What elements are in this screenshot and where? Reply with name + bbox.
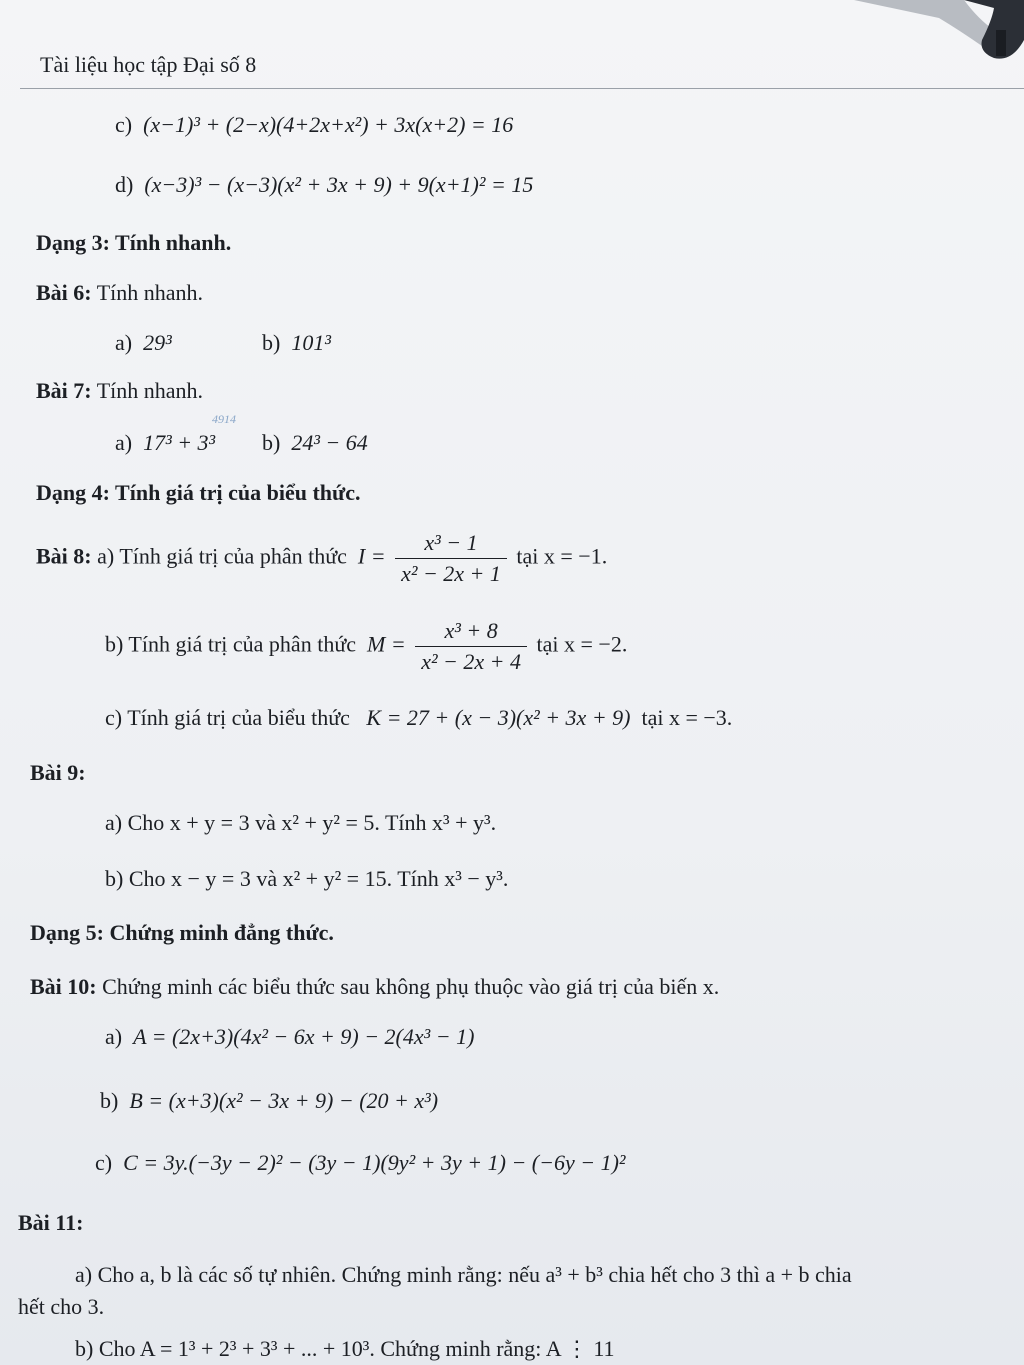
bai-7-heading: Bài 7: Tính nhanh. <box>36 378 204 403</box>
exercise-d: d) (x−3)³ − (x−3)(x² + 3x + 9) + 9(x+1)² = 15 <box>115 172 534 197</box>
fraction-I: $\frac{\text{x³ − 1}}{\text{x² − 2x + 1}}$ <box>395 530 507 587</box>
bai-8a: Bài 8: a) Tính giá trị của phân thức I = $\frac{\text{x³ − 1}}{\text{x² − 2x + 1}}$ tại x = −1. <box>36 530 608 586</box>
bai-11b: b) Cho A = 1³ + 2³ + 3³ + ... + 10³. Chứng minh rằng: A ⋮ 11 <box>75 1336 615 1361</box>
pen-clip-icon <box>854 0 1024 70</box>
bai-11a: a) Cho a, b là các số tự nhiên. Chứng minh rằng: nếu a³ + b³ chia hết cho 3 thì a + b chia <box>75 1262 852 1287</box>
fraction-M: $\frac{\text{x³ + 8}}{\text{x² − 2x + 4}}$ <box>415 618 527 675</box>
bai-10b: b) B = (x+3)(x² − 3x + 9) − (20 + x³) <box>100 1088 439 1113</box>
bai-10a: a) A = (2x+3)(4x² − 6x + 9) − 2(4x³ − 1) <box>105 1024 475 1049</box>
bai-8c: c) Tính giá trị của biểu thức K = 27 + (x − 3)(x² + 3x + 9) tại x = −3. <box>105 705 733 730</box>
bai-11a-cont: hết cho 3. <box>18 1294 105 1319</box>
bai-9-heading: Bài 9: <box>30 760 86 785</box>
header-title: Tài liệu học tập Đại số 8 <box>40 52 257 77</box>
bai-9a: a) Cho x + y = 3 và x² + y² = 5. Tính x³ + y³. <box>105 810 497 835</box>
bai-7a: a) 17³ + 3³ <box>115 430 216 455</box>
bai-6b: b) 101³ <box>262 330 331 355</box>
bai-6-heading: Bài 6: Tính nhanh. <box>36 280 204 305</box>
bai-6a: a) 29³ <box>115 330 172 355</box>
bai-11-heading: Bài 11: <box>18 1210 84 1235</box>
section-dang-3: Dạng 3: Tính nhanh. <box>36 230 232 255</box>
header-divider <box>20 88 1024 89</box>
bai-7b: b) 24³ − 64 <box>262 430 368 455</box>
pencil-note: 4914 <box>212 412 236 426</box>
bai-8b: b) Tính giá trị của phân thức M = $\frac{\text{x³ + 8}}{\text{x² − 2x + 4}}$ tại x = −2. <box>105 618 628 674</box>
exercise-c: c) (x−1)³ + (2−x)(4+2x+x²) + 3x(x+2) = 16 <box>115 112 514 137</box>
bai-10c: c) C = 3y.(−3y − 2)² − (3y − 1)(9y² + 3y + 1) − (−6y − 1)² <box>95 1150 626 1175</box>
section-dang-5: Dạng 5: Chứng minh đẳng thức. <box>30 920 334 945</box>
section-dang-4: Dạng 4: Tính giá trị của biểu thức. <box>36 480 361 505</box>
bai-9b: b) Cho x − y = 3 và x² + y² = 15. Tính x³ − y³. <box>105 866 509 891</box>
bai-10-heading: Bài 10: Chứng minh các biểu thức sau không phụ thuộc vào giá trị của biến x. <box>30 974 720 999</box>
